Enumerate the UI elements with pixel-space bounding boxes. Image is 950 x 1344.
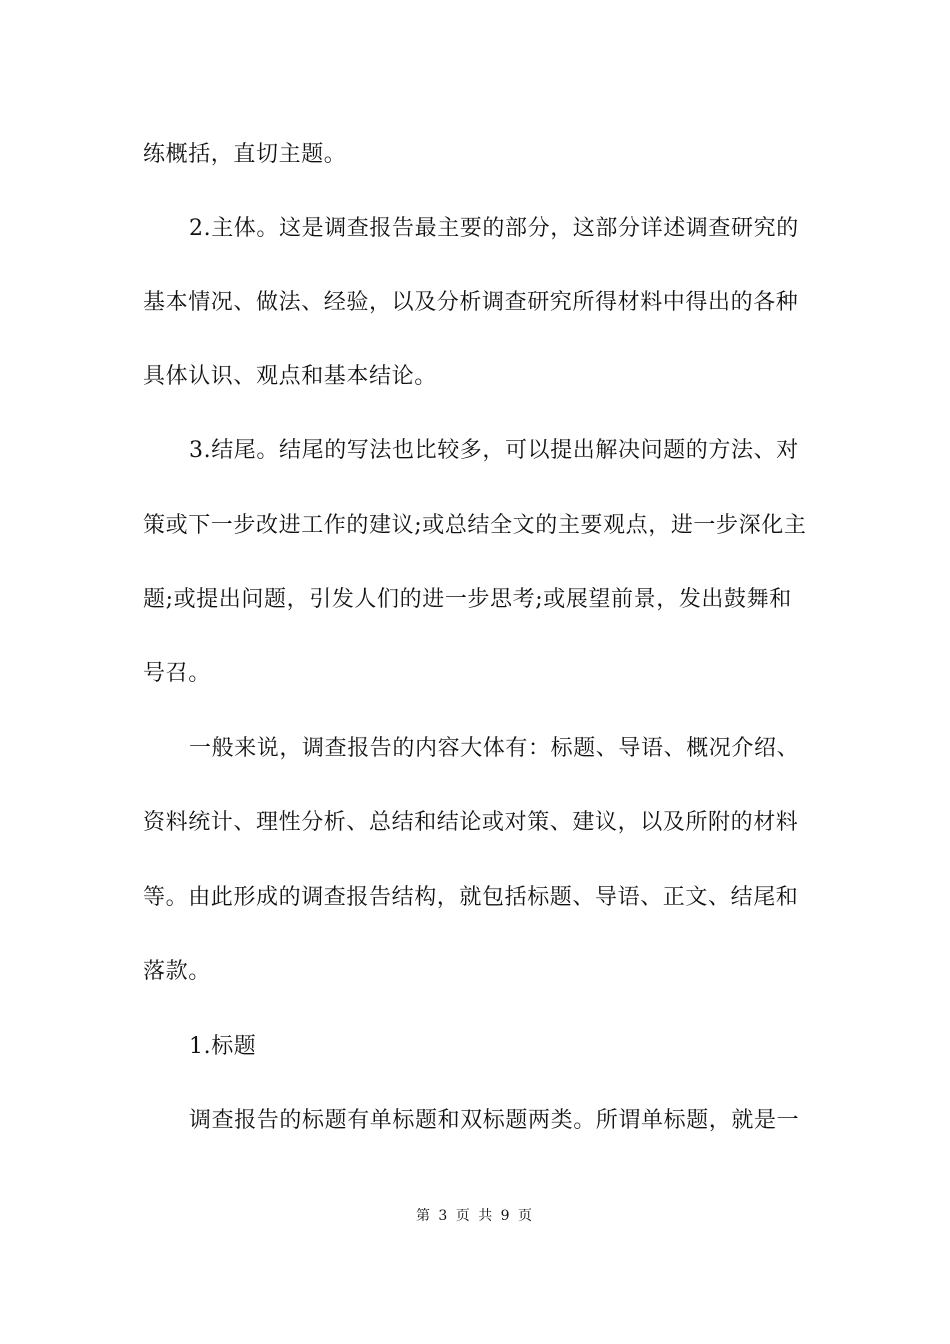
- text-line: 基本情况、做法、经验，以及分析调查研究所得材料中得出的各种: [143, 290, 799, 315]
- text-line: 号召。: [143, 661, 211, 686]
- text-line: 落款。: [143, 959, 211, 984]
- text-line: 具体认识、观点和基本结论。: [143, 364, 437, 389]
- text-line: 2.主体。这是调查报告最主要的部分，这部分详述调查研究的: [189, 216, 799, 241]
- text-line: 练概括，直切主题。: [143, 142, 347, 167]
- text-line: 1.标题: [189, 1034, 257, 1059]
- footer-middle: 页 共: [455, 1208, 495, 1224]
- text-line: 3.结尾。结尾的写法也比较多，可以提出解决问题的方法、对: [189, 438, 799, 463]
- page-footer: [0, 1206, 950, 1226]
- text-line: 一般来说，调查报告的内容大体有：标题、导语、概况介绍、: [189, 736, 800, 761]
- text-line: 等。由此形成的调查报告结构，就包括标题、导语、正文、结尾和: [143, 885, 799, 910]
- text-line: 策或下一步改进工作的建议;或总结全文的主要观点，进一步深化主: [143, 513, 807, 538]
- footer-total-pages: 9: [500, 1208, 512, 1224]
- footer-prefix: 第: [415, 1208, 432, 1224]
- footer-current-page: 3: [438, 1208, 450, 1224]
- footer-suffix: 页: [518, 1208, 535, 1224]
- text-line: 资料统计、理性分析、总结和结论或对策、建议，以及所附的材料: [143, 810, 799, 835]
- text-line: 调查报告的标题有单标题和双标题两类。所谓单标题，就是一: [189, 1108, 800, 1133]
- text-line: 题;或提出问题，引发人们的进一步思考;或展望前景，发出鼓舞和: [143, 587, 792, 612]
